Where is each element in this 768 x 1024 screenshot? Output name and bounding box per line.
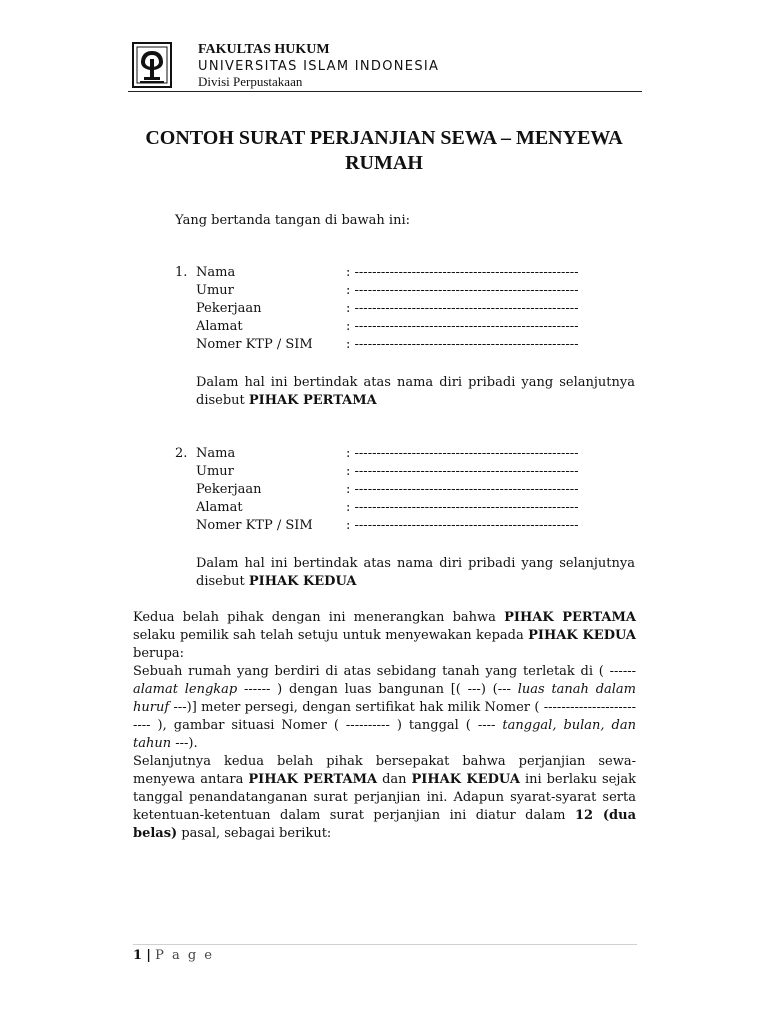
paragraph-property-description [133, 663, 636, 753]
field-blank: : --------------------------------------------------- [346, 337, 579, 352]
field-row-address [196, 499, 636, 517]
party-2-role: PIHAK KEDUA [528, 628, 636, 643]
field-blank: : --------------------------------------------------- [346, 482, 579, 497]
field-label: Umur [196, 464, 234, 479]
footer-divider [133, 944, 637, 945]
para-text: pasal, sebagai berikut: [181, 826, 332, 841]
field-label: Nomer KTP / SIM [196, 337, 313, 352]
placeholder-area-words: luas tanah dalam huruf [133, 682, 636, 715]
party-1-role: PIHAK PERTAMA [504, 610, 636, 625]
paragraph-terms [133, 753, 636, 843]
field-row-name [196, 445, 636, 463]
intro-text: Yang bertanda tangan di bawah ini: [175, 213, 410, 228]
paragraph-agreement-intro [133, 609, 636, 663]
field-blank: : --------------------------------------------------- [346, 500, 579, 515]
party-1-role: PIHAK PERTAMA [248, 393, 377, 408]
para-text: ---). [175, 736, 198, 751]
party-2-fields [196, 445, 636, 535]
field-blank: : --------------------------------------------------- [346, 518, 579, 533]
party-1-role: PIHAK PERTAMA [248, 772, 378, 787]
para-text: dan [382, 772, 407, 787]
para-text: Selanjutnya kedua belah pihak bersepakat bahwa perjanjian sewa-menyewa antara [133, 754, 636, 787]
field-blank: : --------------------------------------------------- [346, 319, 579, 334]
party-2-description [196, 555, 635, 591]
field-label: Nomer KTP / SIM [196, 518, 313, 533]
field-blank: : --------------------------------------------------- [346, 283, 579, 298]
party-2-role: PIHAK KEDUA [411, 772, 520, 787]
faculty-name: FAKULTAS HUKUM [198, 42, 330, 57]
field-row-age [196, 282, 636, 300]
para-text: ---)] meter persegi, dengan sertifikat hak milik Nomer ( ------------------------- ), gambar situasi Nomer ( ---------- ) tanggal ( ---- [133, 700, 636, 733]
party-1-description [196, 374, 635, 410]
field-label: Nama [196, 446, 236, 461]
placeholder-date: tanggal, bulan, dan tahun [133, 718, 636, 751]
para-text: berupa: [133, 646, 185, 661]
university-name: UNIVERSITAS ISLAM INDONESIA [198, 59, 440, 74]
letterhead-divider [128, 91, 642, 92]
page-label: P a g e [155, 948, 214, 963]
placeholder-address: alamat lengkap [133, 682, 238, 697]
para-text: Sebuah rumah yang berdiri di atas sebidang tanah yang terletak di ( ------ [133, 664, 636, 679]
party-1-fields [196, 264, 636, 354]
page-footer [133, 947, 214, 965]
field-row-id-number [196, 336, 636, 354]
field-label: Pekerjaan [196, 482, 262, 497]
para-text: selaku pemilik sah telah setuju untuk menyewakan kepada [133, 628, 524, 643]
field-row-job [196, 300, 636, 318]
para-text: ini berlaku sejak tanggal penandatanganan surat perjanjian ini. Adapun syarat-syarat serta ketentuan-ketentuan dalam surat perjanjian ini diatur dalam [133, 772, 637, 823]
article-count: 12 (dua belas) [133, 808, 636, 841]
party-1-desc-text: Dalam hal ini bertindak atas nama diri pribadi yang selanjutnya disebut [196, 375, 635, 408]
field-row-address [196, 318, 636, 336]
field-row-name [196, 264, 636, 282]
para-text: Kedua belah pihak dengan ini menerangkan bahwa [133, 610, 496, 625]
party-1-number: 1. [175, 265, 188, 280]
field-blank: : --------------------------------------------------- [346, 265, 579, 280]
field-label: Nama [196, 265, 236, 280]
party-2-role: PIHAK KEDUA [248, 574, 357, 589]
party-2-number: 2. [175, 446, 188, 461]
page-separator: | [146, 948, 151, 963]
field-label: Pekerjaan [196, 301, 262, 316]
field-label: Alamat [196, 319, 243, 334]
field-label: Umur [196, 283, 234, 298]
field-blank: : --------------------------------------------------- [346, 446, 579, 461]
field-blank: : --------------------------------------------------- [346, 464, 579, 479]
para-text: ------ ) dengan luas bangunan [( ---) (--- [244, 682, 511, 697]
field-blank: : --------------------------------------------------- [346, 301, 579, 316]
party-2-desc-text: Dalam hal ini bertindak atas nama diri pribadi yang selanjutnya disebut [196, 556, 635, 589]
field-row-job [196, 481, 636, 499]
field-label: Alamat [196, 500, 243, 515]
field-row-id-number [196, 517, 636, 535]
field-row-age [196, 463, 636, 481]
page-number: 1 [133, 948, 143, 963]
letterhead-text [198, 42, 439, 89]
division-name: Divisi Perpustakaan [198, 74, 303, 89]
letterhead [128, 40, 642, 92]
university-logo-icon [132, 42, 172, 88]
document-title: CONTOH SURAT PERJANJIAN SEWA – MENYEWA RUMAH [145, 127, 623, 174]
